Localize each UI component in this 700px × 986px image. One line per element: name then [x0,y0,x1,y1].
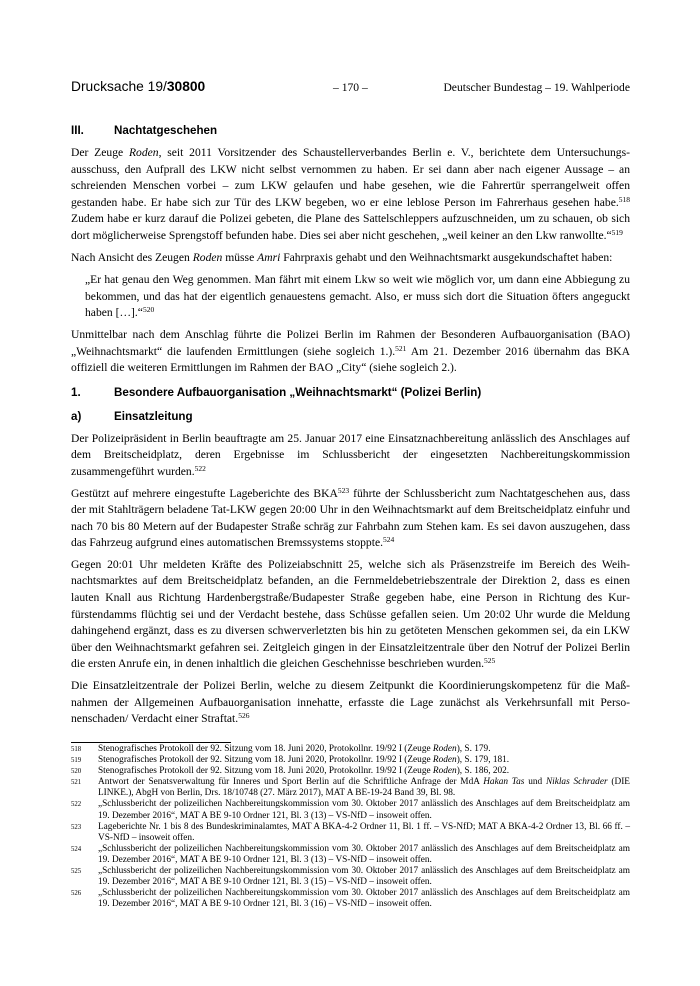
page-header [71,79,630,99]
drucksache-label: Drucksache 19/ [71,79,167,94]
paragraph-5: Gestützt auf mehrere eingestufte Lageberichte des BKA$^{523}$ führte der Schlussbericht zum Nachtatgeschehen aus, dass der mit Stahlträgern beladene Tat-LKW gegen 20:00 Uhr in den Weihnachtsmarkt auf dem Breitscheidplatz einfuhr und nach 70 bis 80 Metern auf der Budapester Straße schräg zur Fahrbahn zum Stehen kam. Es sei davon auszugehen, dass das Fahrzeug aufgrund eines automatischen Bremssystems stoppte.$^{524}$ [71,485,630,550]
footnotes [71,744,630,910]
footnote-ref[interactable]: 520 [142,305,155,315]
footnote-ref[interactable]: 526 [238,711,250,721]
witness-name: Roden [128,146,159,159]
footnote-number: 525 [71,868,82,876]
footnote-number: 522 [71,801,82,809]
subsubsection-heading [71,409,630,425]
page-number: – 170 – [333,81,368,94]
subsection-heading [71,385,630,401]
footnote-ref[interactable]: 521 [395,343,407,353]
section-number: III. [71,124,84,137]
footnote-ref[interactable]: 519 [611,227,623,237]
drucksache-number [71,79,205,94]
footnote-ref[interactable]: 525 [484,656,496,666]
footnote-number: 519 [71,757,82,765]
footnote-ref[interactable]: 524 [383,535,395,545]
subsubsection-title: Einsatzleitung [114,409,193,423]
footnote-number: 521 [71,779,82,787]
footnote-item: 518 Stenografisches Protokoll der 92. Sitzung vom 18. Juni 2020, Protokollnr. 19/92 I (Zeuge Roden), S. 179. [71,744,491,754]
person-name: Amri [257,250,281,264]
footnote-item: 523 Lageberichte Nr. 1 bis 8 des Bundeskriminalamtes, MAT A BKA-4-2 Ordner 11, Bl. 1 ff. – VS-NfD; MAT A BKA-4-2 Ordner 13, Bl. 66 ff. – VS-NfD – insoweit offen. [71,821,630,843]
drucksache-id: 30800 [166,79,206,94]
footnote-ref[interactable]: 518 [618,194,630,204]
footnote-number: 523 [71,823,82,831]
publisher: Deutscher Bundestag – 19. Wahlperiode [443,81,630,94]
footnote-item: 526 „Schlussbericht der polizeilichen Nachbereitungskommission vom 30. Oktober 2017 anlässlich des Anschlages auf dem Breitscheidplatz am 19. Dezember 2016“, MAT A BE 9-10 Ordner 121, Bl. 3 (16) – VS-NfD – insoweit offen. [71,888,630,910]
page [71,79,630,733]
paragraph-6: Gegen 20:01 Uhr meldeten Kräfte des Polizeiabschnitt 25, welche sich als Präsenzstreife im Bereich des Weihnachtsmarktes auf dem Breitscheidplatz befanden, an die Fernmeldebetriebszentrale der Direktion 2, dass es einen lauten Knall aus Richtung Hardenbergstraße/Budapester Straße gegeben habe, eine Person in Richtung des Kurfürstendamms flüchtig sei und der Verdacht bestehe, dass Schüsse gefallen seien. Um 20:02 Uhr wurde die Meldung dahingehend ergänzt, dass es zu diversen schwerverletzten bis hin zu getöteten Menschen gekommen sei, da ein LKW über den Weihnachtsmarkt gefahren sei. Zeitgleich gingen in der Einsatzleitzentrale über den Notruf der Polizei Berlin die ersten Anrufe ein, in denen inhaltlich die gleichen Geschehnisse beschrieben wurden.$^{525}$ [71,557,630,671]
footnote-number: 526 [71,890,82,898]
footnote-ref[interactable]: 522 [194,463,206,473]
document-body [71,123,630,728]
section-title: Nachtatgeschehen [114,124,218,137]
subsection-title: Besondere Aufbauorganisation „Weihnachtsmarkt“ (Polizei Berlin) [114,385,482,399]
section-heading [71,123,630,139]
paragraph-1: Der Zeuge Roden, seit 2011 Vorsitzender des Schaustellerverbandes Berlin e. V., berichtete dem Untersuchungsausschuss, den Aufprall des LKW nicht selbst vernommen zu haben. Er sei dann aber nach eigener Aussage – an schreienden Menschen vorbei – zum LKW gelaufen und habe gesehen, wie die Fahrertür sperrangelweit offen gestanden habe. Er habe sich zur Tür des LKW begeben, wo er eine leblose Person im Fahrerhaus gesehen habe.$^{518}$ Zudem habe er kurz darauf die Polizei gebeten, die Plane des Sattelschleppers aufzuschneiden, um zu schauen, ob sich dort möglicherweise Sprengstoff befunden habe. Dies sei aber nicht geschehen, „weil keiner an den Lkw ranwollte.“$^{519}$ [71,146,630,242]
paragraph-4: Der Polizeipräsident in Berlin beauftragte am 25. Januar 2017 eine Einsatznachbereitung anlässlich des Anschlages auf dem Breitscheidplatz, deren Ergebnisse im Schlussbericht der eingesetzten Nachbereitungskommission zusammengeführt wurden.$^{522}$ [71,431,630,478]
footnote-item: 520 Stenografisches Protokoll der 92. Sitzung vom 18. Juni 2020, Protokollnr. 19/92 I (Zeuge Roden), S. 186, 202. [71,766,510,777]
footnote-item: 522 „Schlussbericht der polizeilichen Nachbereitungskommission vom 30. Oktober 2017 anlässlich des Anschlages auf dem Breitscheidplatz am 19. Dezember 2016“, MAT A BE 9-10 Ordner 121, Bl. 3 (13) – VS-NfD – insoweit offen. [71,799,630,821]
footnote-number: 524 [71,845,82,853]
footnote-item: 519 Stenografisches Protokoll der 92. Sitzung vom 18. Juni 2020, Protokollnr. 19/92 I (Zeuge Roden), S. 179, 181. [71,755,510,766]
subsection-number: 1. [71,385,81,399]
subsubsection-number: a) [71,409,82,423]
footnote-separator [71,742,231,743]
paragraph-2: Nach Ansicht des Zeugen Roden müsse Amri Fahrpraxis gehabt und den Weihnachtsmarkt ausgekundschaftet haben: [71,250,613,264]
footnote-ref[interactable]: 523 [337,485,350,495]
paragraph-7: Die Einsatzleitzentrale der Polizei Berlin, welche zu diesem Zeitpunkt die Koordinierungskompetenz für die Maßnahmen der Allgemeinen Aufbauorganisation innehatte, erfasste die Lage zunächst als Verkehrsunfall mit Personenschaden/ Verdacht einer Straftat.$^{526}$ [71,679,630,726]
witness-name: Roden [192,250,223,264]
paragraph-3: Unmittelbar nach dem Anschlag führte die Polizei Berlin im Rahmen der Besonderen Aufbauorganisation (BAO) „Weihnachtsmarkt“ die laufenden Ermittlungen (siehe sogleich 1.).$^{521}$ Am 21. Dezember 2016 übernahm das BKA offiziell die weiteren Ermittlungen im Rahmen der BAO „City“ (siehe sogleich 2.). [71,327,630,375]
footnote-number: 518 [71,746,82,753]
footnote-item: 521 Antwort der Senatsverwaltung für Inneres und Sport Berlin auf die Schriftliche Anfrage der MdA Hakan Tas und Niklas Schrader (DIE LINKE.), AbgH von Berlin, Drs. 18/10748 (27. März 2017), MAT A BE-19-24 Band 39, Bl. 98. [71,777,630,799]
footnote-item: 525 „Schlussbericht der polizeilichen Nachbereitungskommission vom 30. Oktober 2017 anlässlich des Anschlages auf dem Breitscheidplatz am 19. Dezember 2016“, MAT A BE 9-10 Ordner 121, Bl. 3 (15) – VS-NfD – insoweit offen. [71,866,630,888]
block-quote: „Er hat genau den Weg genommen. Man fährt mit einem Lkw so weit wie möglich vor, um dann eine Abbiegung zu bekommen, und das hat der eigentlich genauestens gemacht. Also, er muss sich dort die Situation öfters angeguckt haben […].“$^{520}$ [85,273,630,320]
footnote-number: 520 [71,768,82,776]
footnote-item: 524 „Schlussbericht der polizeilichen Nachbereitungskommission vom 30. Oktober 2017 anlässlich des Anschlages auf dem Breitscheidplatz am 19. Dezember 2016“, MAT A BE 9-10 Ordner 121, Bl. 3 (13) – VS-NfD – insoweit offen. [71,843,630,865]
